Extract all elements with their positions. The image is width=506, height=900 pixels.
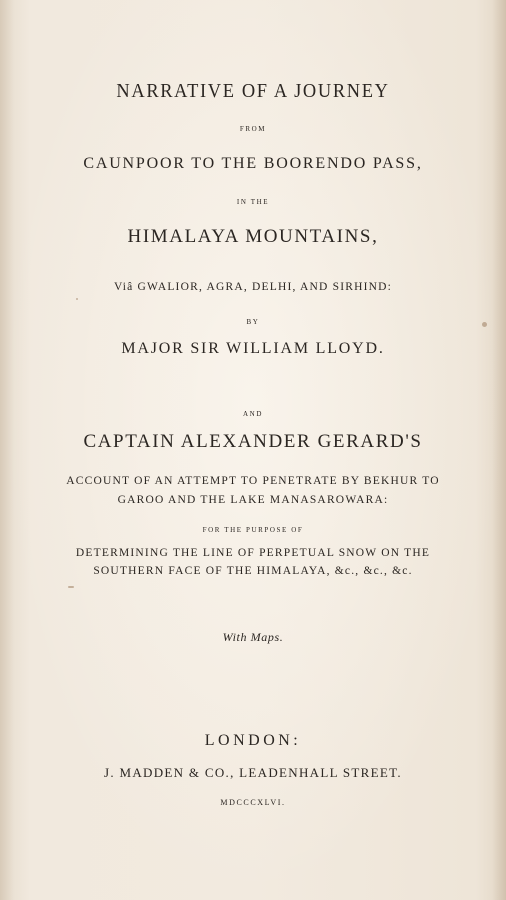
imprint-year: MDCCCXLVI. <box>220 798 286 807</box>
route-line: CAUNPOOR TO THE BOORENDO PASS, <box>83 155 423 172</box>
from-label: FROM <box>239 125 267 133</box>
in-the-label: IN THE <box>236 198 270 206</box>
purpose-label: FOR THE PURPOSE OF <box>202 526 304 534</box>
determining-line-1: DETERMINING THE LINE OF PERPETUAL SNOW ON THE <box>75 547 431 559</box>
foxing-mark <box>68 586 74 588</box>
via-line: Viâ GWALIOR, AGRA, DELHI, AND SIRHIND: <box>113 281 393 293</box>
imprint-city: LONDON: <box>204 732 302 749</box>
determining-line-2: SOUTHERN FACE OF THE HIMALAYA, &c., &c., &c. <box>93 565 413 577</box>
foxing-spot <box>76 298 78 300</box>
by-label: BY <box>246 318 260 326</box>
mountains-line: HIMALAYA MOUNTAINS, <box>127 226 379 247</box>
with-maps-note: With Maps. <box>222 630 284 644</box>
account-line-2: GAROO AND THE LAKE MANASAROWARA: <box>117 494 389 506</box>
author-lloyd: MAJOR SIR WILLIAM LLOYD. <box>121 340 385 357</box>
account-line-1: ACCOUNT OF AN ATTEMPT TO PENETRATE BY BEKHUR TO <box>66 475 440 487</box>
book-title: NARRATIVE OF A JOURNEY <box>116 80 390 102</box>
author-gerard: CAPTAIN ALEXANDER GERARD'S <box>83 431 423 452</box>
imprint-publisher: J. MADDEN & CO., LEADENHALL STREET. <box>104 765 402 780</box>
and-label: AND <box>243 410 263 418</box>
